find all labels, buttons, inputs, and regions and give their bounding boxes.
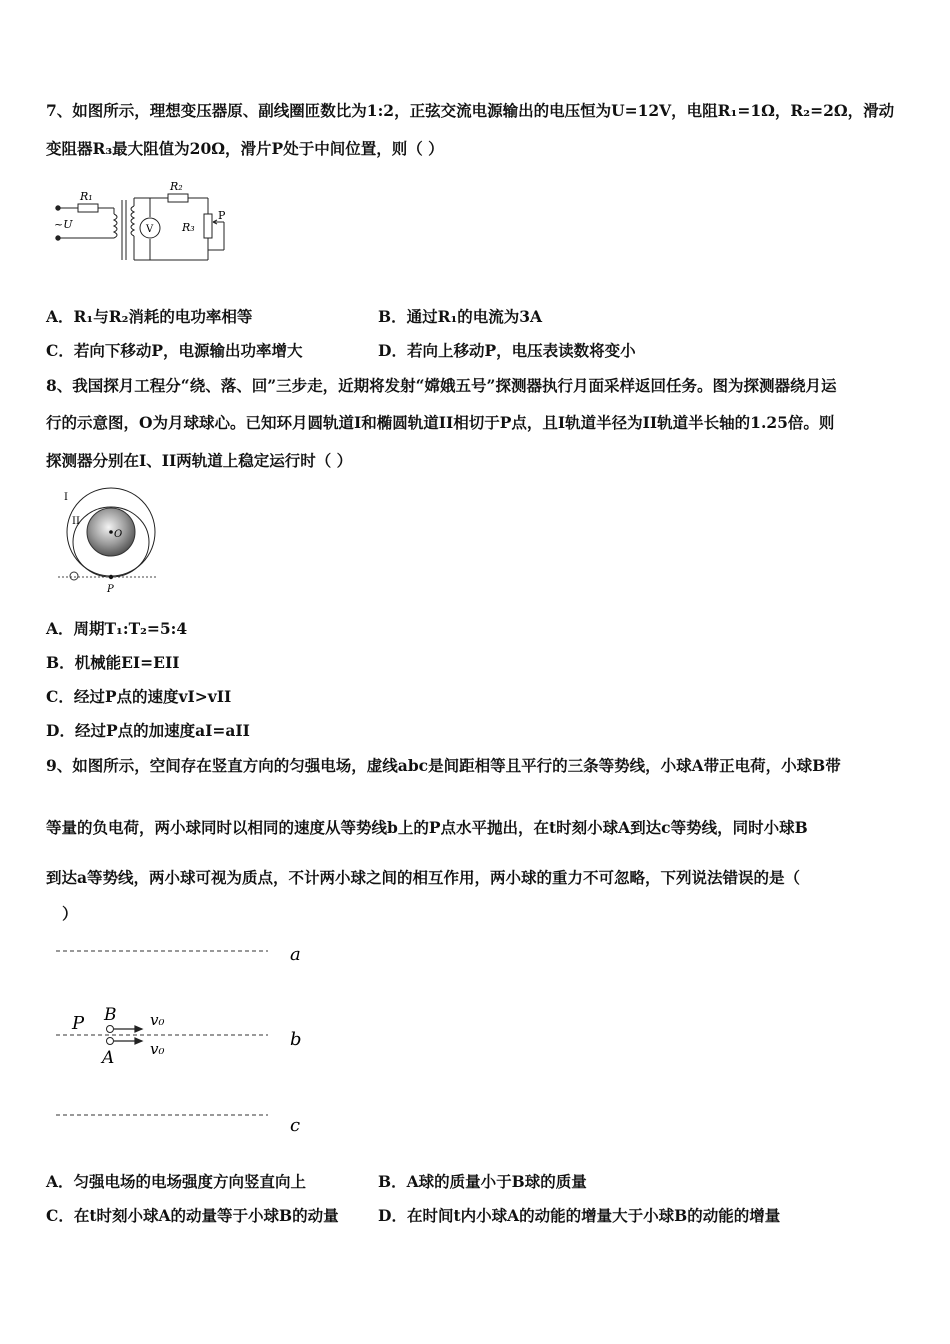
q9-option-a: A．匀强电场的电场强度方向竖直向上 xyxy=(46,1172,307,1191)
q7-fig-r2: R₂ xyxy=(170,180,183,193)
q8-stem-line2: 行的示意图，O为月球球心。已知环月圆轨道I和椭圆轨道II相切于P点，且I轨道半径为II轨道半长轴的1.25倍。则 xyxy=(46,413,835,432)
q8-orbit-figure xyxy=(56,486,166,598)
q9-fig-v0-top: v₀ xyxy=(150,1011,165,1029)
q8-fig-orbit1: I xyxy=(64,492,68,503)
q8-option-b: B．机械能EI=EII xyxy=(46,653,180,672)
q9-fig-line-c: c xyxy=(290,1115,301,1136)
q8-fig-center: O xyxy=(114,529,123,540)
q7-stem-line2: 变阻器R₃最大阻值为20Ω，滑片P处于中间位置，则（ ） xyxy=(46,139,444,158)
q9-stem-line4: ） xyxy=(62,904,78,923)
q9-stem-line3: 到达a等势线，两小球可视为质点，不计两小球之间的相互作用，两小球的重力不可忽略，下列说法错误的是（ xyxy=(46,868,801,887)
q8-stem-line3: 探测器分别在I、II两轨道上稳定运行时（ ） xyxy=(46,451,353,470)
q9-fig-ball-a: A xyxy=(102,1048,115,1068)
q7-option-b: B．通过R₁的电流为3A xyxy=(378,307,543,326)
q9-option-d: D．在时间t内小球A的动能的增量大于小球B的动能的增量 xyxy=(378,1206,781,1225)
q7-fig-r3: R₃ xyxy=(182,221,195,234)
q9-option-b: B．A球的质量小于B球的质量 xyxy=(378,1172,587,1191)
q9-stem-line1: 9、如图所示，空间存在竖直方向的匀强电场，虚线abc是间距相等且平行的三条等势线，小球A带正电荷，小球B带 xyxy=(46,756,841,775)
q9-fig-point-p: P xyxy=(72,1013,85,1034)
q7-fig-p: P xyxy=(218,209,226,222)
q7-option-a: A．R₁与R₂消耗的电功率相等 xyxy=(46,307,253,326)
q9-fig-line-b: b xyxy=(290,1029,302,1050)
q7-fig-meter: V xyxy=(146,224,154,235)
q7-fig-source: ~U xyxy=(54,218,73,231)
q9-fig-ball-b: B xyxy=(104,1005,117,1025)
q8-option-d: D．经过P点的加速度aI=aII xyxy=(46,721,250,740)
q7-option-d: D．若向上移动P，电压表读数将变小 xyxy=(378,341,636,360)
q8-option-a: A．周期T₁:T₂=5:4 xyxy=(46,619,188,638)
q9-stem-line2: 等量的负电荷，两小球同时以相同的速度从等势线b上的P点水平抛出，在t时刻小球A到达c等势线，同时小球B xyxy=(46,818,808,837)
q9-fig-line-a: a xyxy=(290,944,301,965)
q7-stem-line1: 7、如图所示，理想变压器原、副线圈匝数比为1:2，正弦交流电源输出的电压恒为U=12V，电阻R₁=1Ω，R₂=2Ω，滑动 xyxy=(46,101,895,120)
q9-fig-v0-bottom: v₀ xyxy=(150,1040,165,1058)
q7-option-c: C．若向下移动P，电源输出功率增大 xyxy=(46,341,303,360)
q8-option-c: C．经过P点的速度vI>vII xyxy=(46,687,232,706)
q7-circuit-figure xyxy=(50,176,240,266)
q9-field-figure xyxy=(50,935,320,1140)
q8-fig-orbit2: II xyxy=(72,516,80,527)
q8-fig-point: P xyxy=(107,584,114,595)
q9-option-c: C．在t时刻小球A的动量等于小球B的动量 xyxy=(46,1206,339,1225)
q7-fig-r1: R₁ xyxy=(80,190,93,203)
q8-stem-line1: 8、我国探月工程分“绕、落、回”三步走，近期将发射“嫦娥五号”探测器执行月面采样返回任务。图为探测器绕月运 xyxy=(46,376,837,395)
